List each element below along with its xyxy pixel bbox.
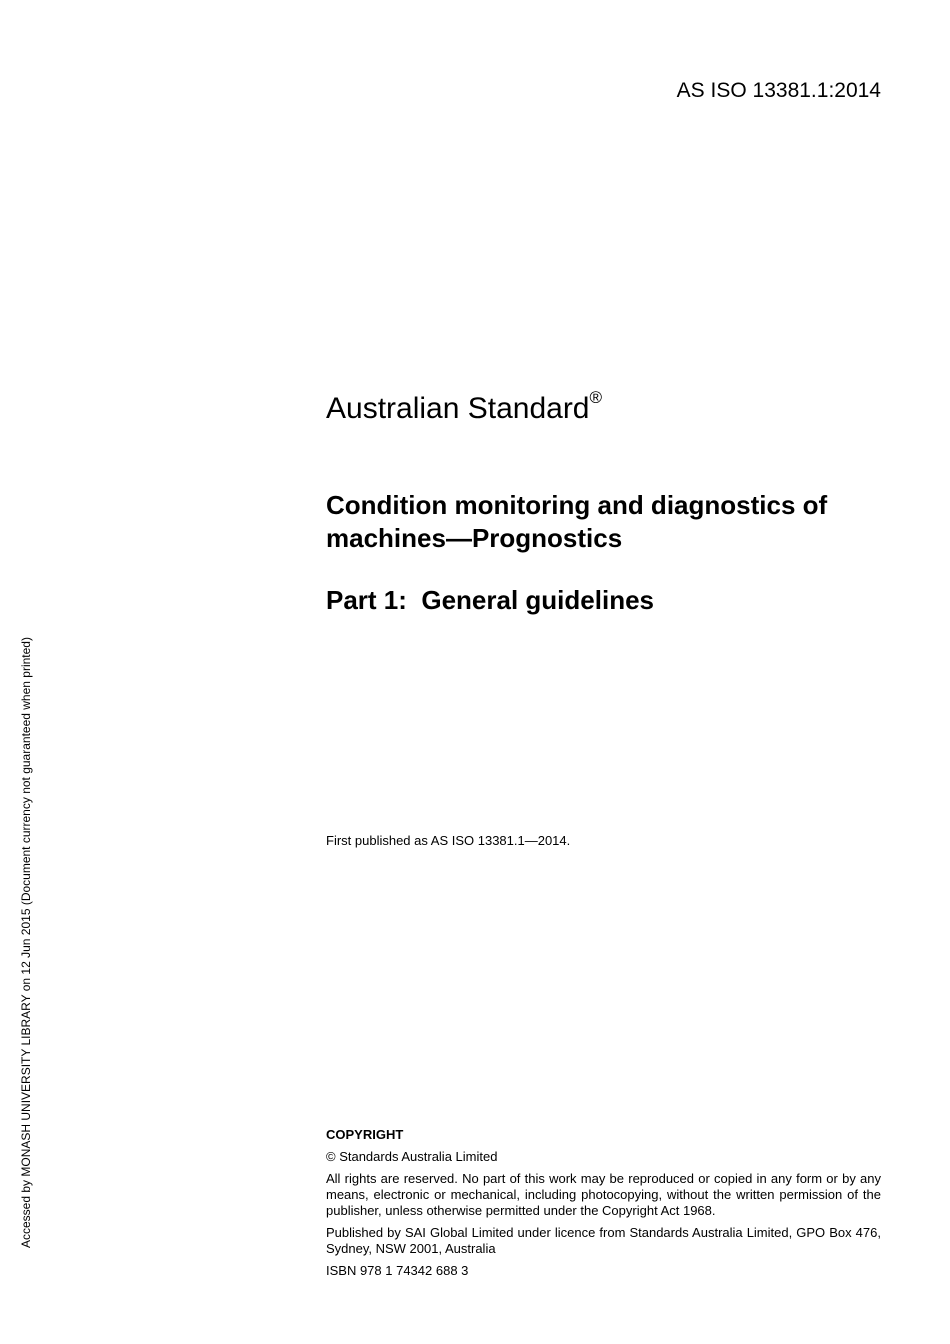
document-title: Condition monitoring and diagnostics of machines—Prognostics — [326, 490, 828, 553]
standard-label — [326, 384, 602, 427]
registered-mark: ® — [589, 388, 603, 407]
publisher-statement: Published by SAI Global Limited under licence from Standards Australia Limited, GPO Box 476, Sydney, NSW 2001, Australia — [326, 1225, 881, 1256]
rights-statement: All rights are reserved. No part of this work may be reproduced or copied in any form or by any means, electronic or mechanical, including photocopying, without the written permission of the publisher, unless otherwise permitted under the Copyright Act 1968. — [326, 1171, 881, 1218]
access-watermark: Accessed by MONASH UNIVERSITY LIBRARY on 12 Jun 2015 (Document currency not guaranteed when printed) — [19, 637, 33, 1248]
first-published-note: First published as AS ISO 13381.1—2014. — [326, 833, 571, 848]
copyright-holder: © Standards Australia Limited — [326, 1149, 498, 1164]
isbn: ISBN 978 1 74342 688 3 — [326, 1263, 469, 1278]
document-number: AS ISO 13381.1:2014 — [676, 79, 881, 102]
standard-label-text: Australian Standard — [326, 392, 590, 425]
copyright-heading: COPYRIGHT — [326, 1127, 404, 1142]
copyright-block — [326, 1127, 881, 1285]
part-title: Part 1: General guidelines — [326, 585, 654, 615]
